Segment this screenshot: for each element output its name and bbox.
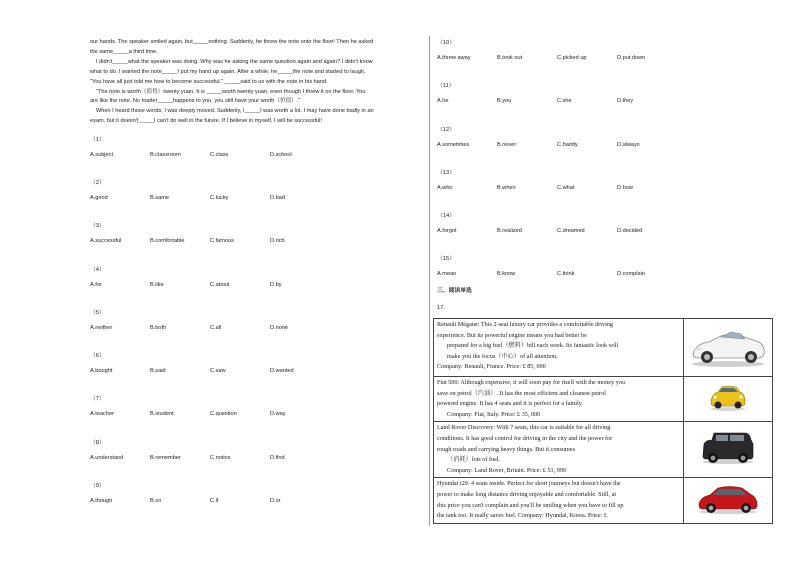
question-number: （12） xyxy=(437,127,456,133)
question-number: （15） xyxy=(437,256,456,262)
option-a[interactable]: A.though xyxy=(90,498,113,504)
ad-image-hyundai xyxy=(684,478,773,523)
column-divider xyxy=(429,36,430,526)
option-d[interactable]: D.by xyxy=(270,282,282,288)
option-a[interactable]: A.sometimes xyxy=(437,142,470,148)
option-c[interactable]: C.hardly xyxy=(557,142,578,148)
passage-line: "The note is worth（值得）twenty yuan. It is _____worth twenty yuan, even though I threw it on the floor. You xyxy=(96,88,366,95)
option-c[interactable]: C.notice xyxy=(210,455,231,461)
passage-line: "You have all just told me how to become successful." _____said to us with the note in his hand. xyxy=(90,78,328,85)
question-number: （5） xyxy=(90,310,105,316)
passage-line: When I heard those words, I was deeply moved. Suddenly, I_____I was worth a lot. I may have done badly in an xyxy=(96,108,374,115)
option-d[interactable]: D.find xyxy=(270,455,285,461)
option-d[interactable]: D.bad xyxy=(270,195,285,201)
option-c[interactable]: C.she xyxy=(557,98,572,104)
ad-text-fiat: Fiat 500: Although expensive, it will soon pay for itself with the money you save on petrol（汽油）. It has the most efficient and cleanest petrol powered engine. It has 4 seats and it is perfect for a family. Company: Fiat, Italy. Price: £ 35, 000 xyxy=(434,377,684,422)
option-c[interactable]: C.if xyxy=(210,498,219,504)
question-number: （7） xyxy=(90,396,105,402)
black-suv-icon xyxy=(700,428,756,466)
option-a[interactable]: A.successful xyxy=(90,238,122,244)
option-b[interactable]: B.when xyxy=(497,185,516,191)
option-b[interactable]: B.comfortable xyxy=(150,238,185,244)
option-a[interactable]: A.mean xyxy=(437,271,457,277)
car-ads-table xyxy=(433,318,773,524)
table-row xyxy=(434,319,773,377)
question-number: （10） xyxy=(437,40,456,46)
option-d[interactable]: D.way xyxy=(270,411,286,417)
cloze-passage xyxy=(90,38,420,127)
question-number: （1） xyxy=(90,137,105,143)
option-b[interactable]: B.never xyxy=(497,142,517,148)
passage-line: are like the note. No matter_____happens to you, you still have your worth（价值）." xyxy=(90,98,301,105)
option-c[interactable]: C.lucky xyxy=(210,195,229,201)
table-row xyxy=(434,478,773,523)
option-a[interactable]: A.who xyxy=(437,185,453,191)
option-d[interactable]: D.decided xyxy=(617,228,643,234)
option-c[interactable]: C.about xyxy=(210,282,230,288)
question-number: （2） xyxy=(90,180,105,186)
option-d[interactable]: D.how xyxy=(617,185,633,191)
option-a[interactable]: A.subject xyxy=(90,152,114,158)
option-c[interactable]: C.think xyxy=(557,271,575,277)
ad-image-land-rover xyxy=(684,422,773,478)
question-number: （14） xyxy=(437,213,456,219)
option-b[interactable]: B.you xyxy=(497,98,512,104)
question-number: （13） xyxy=(437,170,456,176)
option-a[interactable]: A.good xyxy=(90,195,108,201)
option-a[interactable]: A.threw away xyxy=(437,55,471,61)
option-c[interactable]: C.famous xyxy=(210,238,234,244)
option-b[interactable]: B.like xyxy=(150,282,164,288)
section-title: 三、阅读单选 xyxy=(437,288,472,294)
yellow-small-car-icon xyxy=(708,382,748,412)
option-b[interactable]: B.so xyxy=(150,498,162,504)
question-number: （9） xyxy=(90,483,105,489)
white-convertible-car-icon xyxy=(687,320,769,370)
passage-line: the same_____a third time. xyxy=(90,48,158,55)
option-d[interactable]: D.or xyxy=(270,498,281,504)
option-c[interactable]: C.saw xyxy=(210,368,226,374)
option-d[interactable]: D.they xyxy=(617,98,634,104)
question-number: （3） xyxy=(90,223,105,229)
option-b[interactable]: B.student xyxy=(150,411,174,417)
option-a[interactable]: A.teacher xyxy=(90,411,114,417)
question-number: （6） xyxy=(90,353,105,359)
option-c[interactable]: C.dreamed xyxy=(557,228,585,234)
option-d[interactable]: D.put down xyxy=(617,55,646,61)
ad-image-renault xyxy=(684,319,773,377)
option-b[interactable]: B.same xyxy=(150,195,169,201)
ad-text-renault: Renault Mégane: This 2-seat luxury car provides a comfortable driving experience. But its powerful engine means you had better be prepared for a big fuel（燃料）bill each week. Its fantastic look will make you the focus（中心）of all attention. Company: Renault, France. Price: £ 85, 000 xyxy=(434,319,684,377)
option-b[interactable]: B.realized xyxy=(497,228,522,234)
question-number: （4） xyxy=(90,267,105,273)
ad-text-land-rover: Land Rover Discovery: With 7 seats, this car is suitable for all driving conditions. It has good control for driving in the city and the power for rough roads and carrying heavy things. But it consumes （消耗）lots of fuel. Company: Land Rover, Britain. Price: £ 51, 999 xyxy=(434,422,684,478)
option-c[interactable]: C.question xyxy=(210,411,237,417)
table-row xyxy=(434,422,773,478)
option-d[interactable]: D.always xyxy=(617,142,640,148)
question-number: 17. xyxy=(437,305,446,311)
option-b[interactable]: B.remember xyxy=(150,455,181,461)
option-a[interactable]: A.forgot xyxy=(437,228,457,234)
option-b[interactable]: B.both xyxy=(150,325,167,331)
option-c[interactable]: C.picked up xyxy=(557,55,587,61)
ad-image-fiat xyxy=(684,377,773,422)
table-row xyxy=(434,377,773,422)
ad-text-hyundai: Hyundai i20: 4 seats inside. Perfect for short journeys but doesn't have the power to make long distance driving enjoyable and comfortable. Still, at this price you can't complain and you'll be smiling when you have to fill up the tank too. It really saves fuel. Company: Hyundai, Korea. Price: £ xyxy=(434,478,684,523)
question-number: （11） xyxy=(437,83,455,89)
option-d[interactable]: D.school xyxy=(270,152,292,158)
option-d[interactable]: D.none xyxy=(270,325,289,331)
passage-line: what to do. I wanted the note_____I put my hand up again. After a while, he_____the note and started to laugh. xyxy=(90,68,366,75)
option-d[interactable]: D.wanted xyxy=(270,368,294,374)
passage-line: exam, but it doesn't_____I can't do well in the future. If I believe in myself, I will be successful! xyxy=(90,118,322,125)
option-a[interactable]: A.bought xyxy=(90,368,113,374)
option-b[interactable]: B.took out xyxy=(497,55,523,61)
option-c[interactable]: C.what xyxy=(557,185,575,191)
option-c[interactable]: C.all xyxy=(210,325,222,331)
option-d[interactable]: D.rich xyxy=(270,238,285,244)
red-hatchback-car-icon xyxy=(696,480,760,516)
option-d[interactable]: D.complain xyxy=(617,271,645,277)
option-a[interactable]: A.neither xyxy=(90,325,113,331)
option-b[interactable]: B.said xyxy=(150,368,166,374)
option-b[interactable]: B.know xyxy=(497,271,516,277)
option-a[interactable]: A.understand xyxy=(90,455,124,461)
option-a[interactable]: A.he xyxy=(437,98,449,104)
question-number: （8） xyxy=(90,440,105,446)
option-b[interactable]: B.classroom xyxy=(150,152,181,158)
option-a[interactable]: A.for xyxy=(90,282,102,288)
option-c[interactable]: C.class xyxy=(210,152,229,158)
passage-line: I didn't_____what the speaker was doing. Why was he asking the same question again and again? I didn't know xyxy=(96,58,373,65)
passage-line: our hands. The speaker smiled again, but_____nothing. Suddenly, he threw the note onto the floor! Then he asked xyxy=(90,39,374,45)
